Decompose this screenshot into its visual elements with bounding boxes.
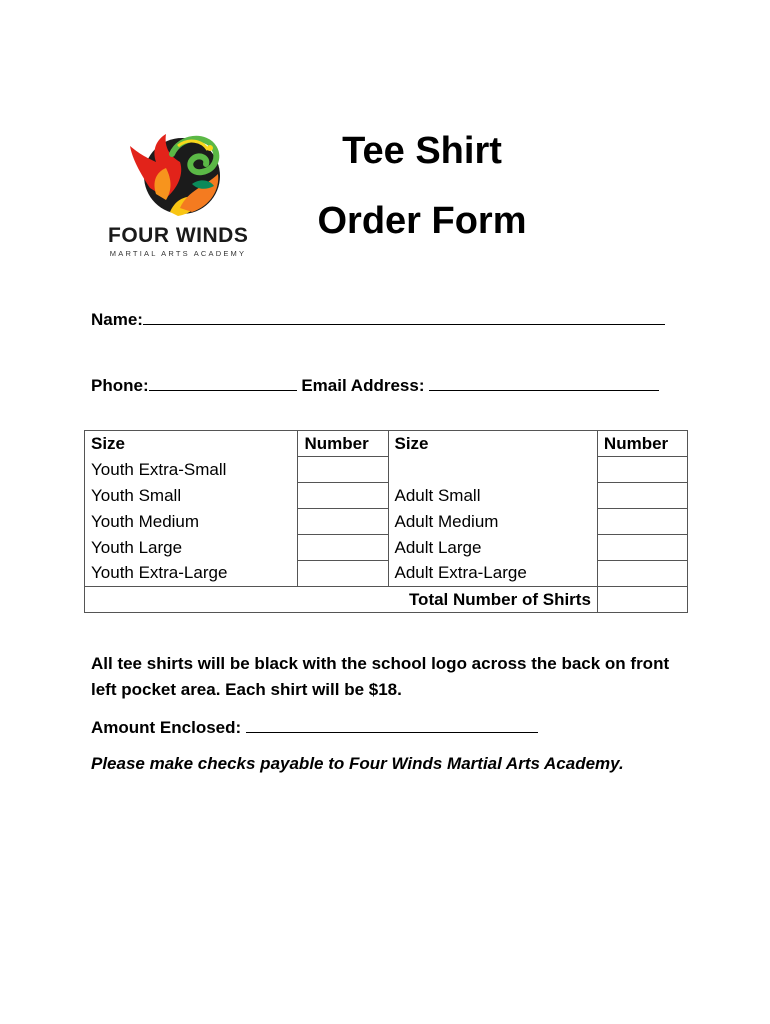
table-header-row — [85, 431, 688, 457]
youth-quantity-cell[interactable] — [298, 535, 388, 561]
youth-size-cell: Youth Small — [85, 483, 298, 509]
youth-quantity-cell[interactable] — [298, 561, 388, 587]
youth-size-cell: Youth Extra-Small — [85, 457, 298, 483]
table-row — [85, 561, 688, 587]
email-label: Email Address: — [301, 376, 425, 395]
email-field[interactable] — [429, 374, 659, 391]
phone-label: Phone: — [91, 376, 149, 395]
table-row — [85, 483, 688, 509]
number-header: Number — [597, 431, 687, 457]
table-row — [85, 535, 688, 561]
size-header: Size — [388, 431, 597, 457]
adult-quantity-cell[interactable] — [597, 483, 687, 509]
adult-size-cell: Adult Small — [388, 483, 597, 509]
adult-quantity-cell[interactable] — [597, 509, 687, 535]
youth-quantity-cell[interactable] — [298, 483, 388, 509]
amount-row — [91, 716, 538, 738]
adult-quantity-cell[interactable] — [597, 535, 687, 561]
phone-field[interactable] — [149, 374, 297, 391]
youth-quantity-cell[interactable] — [298, 509, 388, 535]
name-field[interactable] — [143, 308, 665, 325]
adult-quantity-cell[interactable] — [597, 561, 687, 587]
adult-size-cell — [388, 457, 597, 483]
number-header: Number — [298, 431, 388, 457]
title-line-1: Tee Shirt — [342, 130, 502, 172]
contact-row — [91, 374, 659, 396]
academy-logo — [108, 128, 248, 258]
youth-size-cell: Youth Large — [85, 535, 298, 561]
table-row — [85, 457, 688, 483]
youth-size-cell: Youth Extra-Large — [85, 561, 298, 587]
pricing-info: All tee shirts will be black with the school logo across the back on front left pocket area. Each shirt will be $18. — [91, 654, 670, 699]
amount-field[interactable] — [246, 716, 538, 733]
table-row — [85, 509, 688, 535]
dragon-phoenix-emblem-icon — [122, 128, 234, 220]
total-shirts-cell[interactable] — [597, 587, 687, 613]
logo-subtitle: MARTIAL ARTS ACADEMY — [109, 249, 247, 258]
logo-name: FOUR WINDS — [108, 224, 249, 247]
amount-label: Amount Enclosed: — [91, 718, 242, 737]
name-label: Name: — [91, 310, 143, 329]
name-row — [91, 308, 665, 330]
size-header: Size — [85, 431, 298, 457]
payable-note: Please make checks payable to Four Winds Martial Arts Academy. — [91, 754, 624, 773]
adult-size-cell: Adult Extra-Large — [388, 561, 597, 587]
adult-size-cell: Adult Large — [388, 535, 597, 561]
adult-quantity-cell[interactable] — [597, 457, 687, 483]
youth-size-cell: Youth Medium — [85, 509, 298, 535]
adult-size-cell: Adult Medium — [388, 509, 597, 535]
total-row — [85, 587, 688, 613]
total-shirts-label: Total Number of Shirts — [85, 587, 598, 613]
youth-quantity-cell[interactable] — [298, 457, 388, 483]
title-line-2: Order Form — [317, 200, 527, 242]
size-order-table — [84, 430, 688, 613]
